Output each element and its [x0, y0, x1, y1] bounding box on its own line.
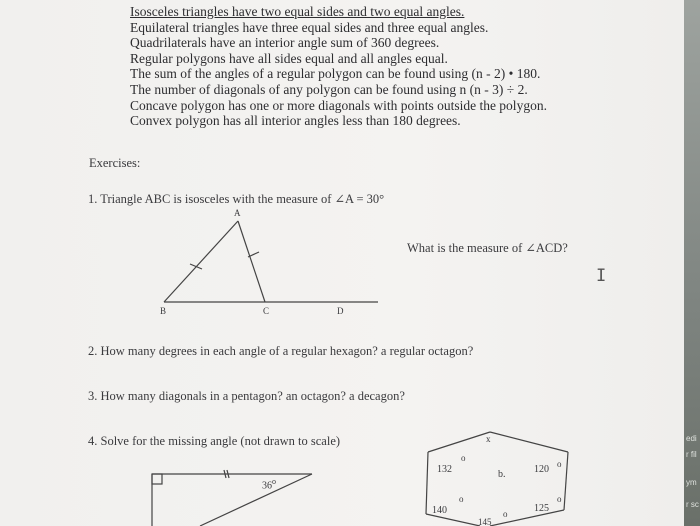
- background-window-edge: [684, 0, 700, 526]
- vertex-label-b: B: [160, 306, 167, 316]
- degree-mark: o: [461, 453, 466, 463]
- question-1-prompt: What is the measure of ∠ACD?: [407, 241, 568, 255]
- side-ab: [164, 221, 238, 302]
- angle-value: 145: [478, 517, 492, 526]
- fact-line: Quadrilaterals have an interior angle sum of 360 degrees.: [130, 35, 440, 51]
- pentagon-side: [564, 452, 568, 510]
- pentagon-side: [490, 510, 564, 526]
- edge-text: r fil: [686, 450, 697, 459]
- angle-label-140: [432, 505, 447, 516]
- degree-mark: o: [503, 509, 508, 519]
- edge-text: r sc: [686, 500, 699, 509]
- angle-value: 140: [432, 505, 447, 516]
- vertex-label-d: D: [337, 306, 344, 316]
- unknown-angle-x: x: [486, 434, 491, 444]
- edge-text: edi: [686, 434, 697, 443]
- edge-text: ym: [686, 478, 697, 487]
- side-ac: [238, 221, 265, 302]
- pentagon-side: [490, 432, 568, 452]
- right-angle-mark: [152, 474, 162, 484]
- fact-line: The number of diagonals of any polygon can be found using n (n - 3) ÷ 2.: [130, 81, 528, 97]
- fact-line: Isosceles triangles have two equal sides and two equal angles.: [130, 4, 465, 19]
- right-triangle-figure: [152, 470, 312, 526]
- angle-label-145: [478, 517, 492, 526]
- question-4: 4. Solve for the missing angle (not drawn to scale): [88, 434, 341, 448]
- fact-line: Concave polygon has one or more diagonals with points outside the polygon.: [130, 97, 547, 113]
- degree-mark: o: [557, 459, 562, 469]
- fact-line: The sum of the angles of a regular polygon can be found using (n - 2) • 180.: [130, 66, 541, 82]
- question-3: 3. How many diagonals in a pentagon? an octagon? a decagon?: [88, 389, 405, 403]
- degree-mark: o: [459, 494, 464, 504]
- fact-line: Regular polygons have all sides equal and all angles equal.: [130, 50, 448, 66]
- angle-value: 125: [534, 503, 549, 514]
- vertex-label-c: C: [263, 306, 270, 316]
- exercises-heading: Exercises:: [89, 156, 141, 170]
- question-2: 2. How many degrees in each angle of a regular hexagon? a regular octagon?: [88, 344, 474, 358]
- fact-line: Convex polygon has all interior angles less than 180 degrees.: [130, 113, 461, 129]
- degree-mark: o: [557, 494, 562, 504]
- tick-mark: [190, 264, 202, 269]
- pentagon-side: [428, 432, 490, 452]
- angle-label-132: [437, 464, 452, 475]
- pentagon-side: [426, 452, 428, 514]
- text-cursor-icon: I: [596, 266, 607, 286]
- figure-b-label: b.: [498, 469, 506, 480]
- angle-label-125: [534, 503, 549, 514]
- angle-value: 132: [437, 464, 452, 475]
- angle-label-36: 36$^o$: [262, 477, 276, 492]
- fact-line: Equilateral triangles have three equal sides and three equal angles.: [130, 19, 489, 35]
- hypotenuse: [200, 474, 312, 526]
- isosceles-triangle-figure: [164, 221, 378, 302]
- angle-value: 120: [534, 464, 549, 475]
- question-1: 1. Triangle ABC is isosceles with the measure of ∠A = 30°: [88, 192, 385, 206]
- vertex-label-a: A: [234, 208, 241, 218]
- angle-label-120: [534, 464, 549, 475]
- angle-value: 36: [262, 480, 272, 492]
